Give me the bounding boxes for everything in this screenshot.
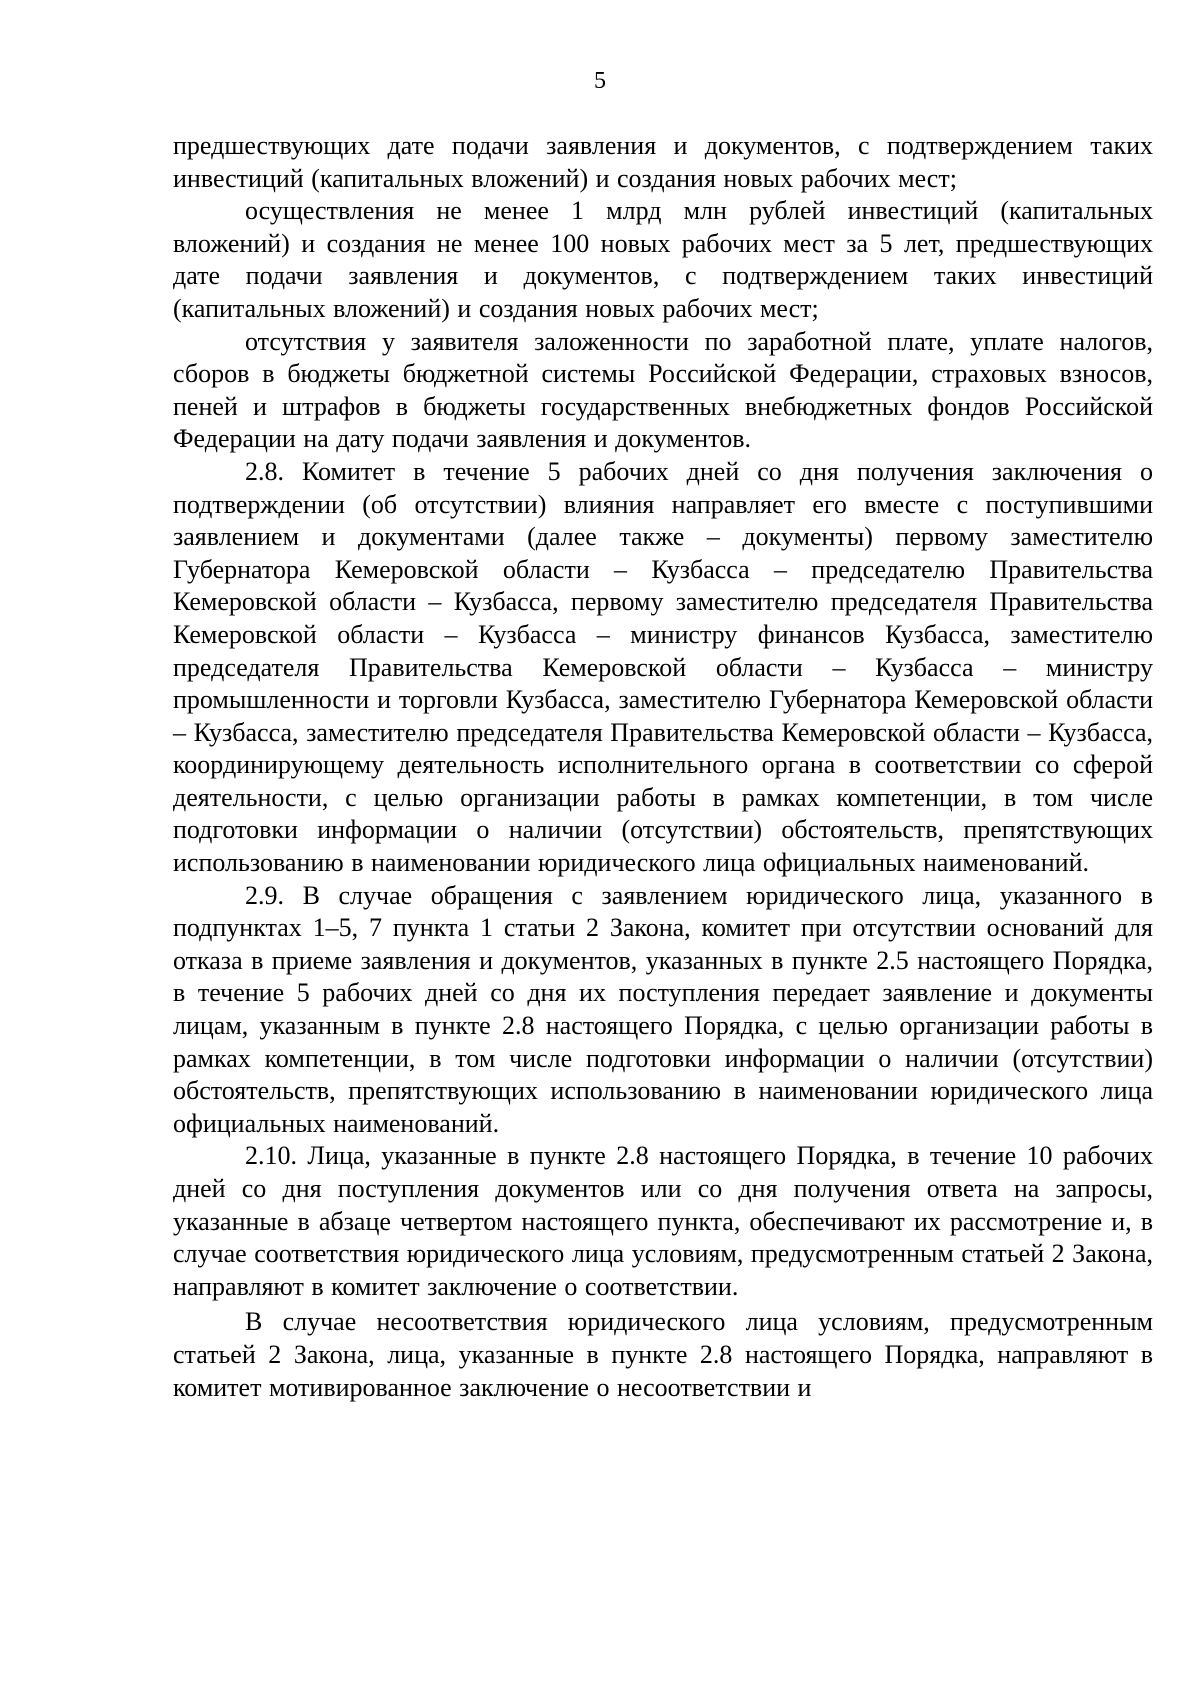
paragraph-investment-condition: осуществления не менее 1 млрд млн рублей инвестиций (капитальных вложений) и создания не менее 100 новых рабочих мест за 5 лет, предшествующих дате подачи заявления и документов, с подтверждением таких инвестиций (капитальных вложений) и создания новых рабочих мест;	[173, 196, 1153, 323]
document-body	[173, 130, 1153, 1404]
paragraph-2-9: 2.9. В случае обращения с заявлением юридического лица, указанного в подпунктах 1–5, 7 пункта 1 статьи 2 Закона, комитет при отсутствии оснований для отказа в приеме заявления и документов, указанных в пункте 2.5 настоящего Порядка, в течение 5 рабочих дней со дня их поступления передает заявление и документы лицам, указанным в пункте 2.8 настоящего Порядка, с целью организации работы в рамках компетенции, в том числе подготовки информации о наличии (отсутствии) обстоятельств, препятствующих использованию в наименовании юридического лица официальных наименований.	[173, 880, 1153, 1138]
paragraph-2-8: 2.8. Комитет в течение 5 рабочих дней со дня получения заключения о подтверждении (об отсутствии) влияния направляет его вместе с поступившими заявлением и документами (далее также – документы) первому заместителю Губернатора Кемеровской области – Кузбасса – председателю Правительства Кемеровской области – Кузбасса, первому заместителю председателя Правительства Кемеровской области – Кузбасса – министру финансов Кузбасса, заместителю председателя Правительства Кемеровской области – Кузбасса – министру промышленности и торговли Кузбасса, заместителю Губернатора Кемеровской области – Кузбасса, заместителю председателя Правительства Кемеровской области – Кузбасса, координирующему деятельность исполнительного органа в соответствии со сферой деятельности, с целью организации работы в рамках компетенции, в том числе подготовки информации о наличии (отсутствии) обстоятельств, препятствующих использованию в наименовании юридического лица официальных наименований.	[173, 456, 1153, 878]
paragraph-no-debt-condition: отсутствия у заявителя заложенности по заработной плате, уплате налогов, сборов в бюджеты бюджетной системы Российской Федерации, страховых взносов, пеней и штрафов в бюджеты государственных внебюджетных фондов Российской Федерации на дату подачи заявления и документов.	[173, 326, 1153, 454]
paragraph-2-10: 2.10. Лица, указанные в пункте 2.8 настоящего Порядка, в течение 10 рабочих дней со дня поступления документов или со дня получения ответа на запросы, указанные в абзаце четвертом настоящего пункта, обеспечивают их рассмотрение и, в случае соответствия юридического лица условиям, предусмотренным статьей 2 Закона, направляют в комитет заключение о соответствии.	[173, 1141, 1153, 1301]
paragraph-nonconformity: В случае несоответствия юридического лица условиям, предусмотренным статьей 2 Закона, лица, указанные в пункте 2.8 настоящего Порядка, направляют в комитет мотивированное заключение о несоответствии и	[173, 1307, 1153, 1402]
paragraph-continuation: предшествующих дате подачи заявления и документов, с подтверждением таких инвестиций (капитальных вложений) и создания новых рабочих мест;	[173, 131, 1153, 193]
page-number: 5	[594, 68, 606, 94]
